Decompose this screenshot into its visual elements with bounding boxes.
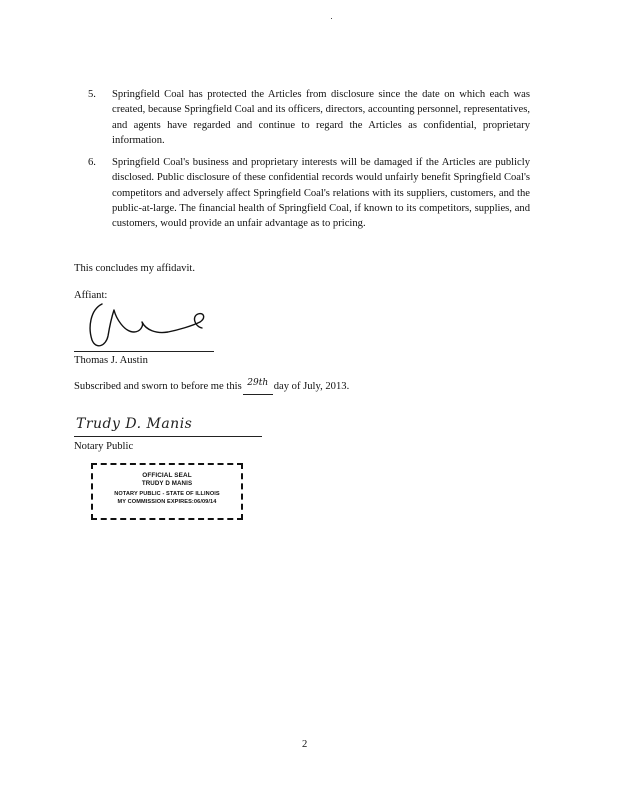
affiant-name: Thomas J. Austin — [74, 355, 148, 366]
paragraph-text: Springfield Coal has protected the Articles from disclosure since the date on which each was created, because Springfield Coal and its officers, directors, accounting personnel, representatives, and agents have regarded and continue to regard the Articles as confidential, proprietary information. — [112, 89, 530, 146]
affiant-signature — [82, 296, 214, 352]
paragraph-number: 6. — [88, 157, 96, 168]
paragraph-5 — [88, 87, 530, 148]
page-number: 2 — [302, 739, 308, 750]
seal-line-3: NOTARY PUBLIC - STATE OF ILLINOIS — [114, 491, 220, 497]
subscribed-line — [74, 380, 349, 395]
official-seal-stamp — [91, 463, 243, 520]
affidavit-conclusion: This concludes my affidavit. — [74, 263, 196, 274]
affiant-label: Affiant: — [74, 290, 108, 301]
seal-line-4: MY COMMISSION EXPIRES:06/09/14 — [117, 499, 217, 505]
seal-line-2: TRUDY D MANIS — [141, 480, 193, 487]
scan-speck — [331, 18, 332, 19]
paragraph-text: Springfield Coal's business and proprietary interests will be damaged if the Articles are publicly disclosed. Public disclosure of these confidential records would unfairly benefit Springfield Coal's competitors and adversely affect Springfield Coal's relations with its suppliers, customers, and the public-at-large. The financial health of Springfield Coal, if known to its competitors, supplies, and customers, would provide an unfair advantage as to pricing. — [112, 157, 530, 230]
notary-public-label: Notary Public — [74, 441, 134, 452]
subscribed-suffix: day of July, 2013. — [273, 381, 350, 392]
subscribed-day-blank — [243, 380, 273, 395]
subscribed-prefix: Subscribed and sworn to before me this — [74, 381, 242, 392]
seal-line-1: OFFICIAL SEAL — [142, 472, 192, 479]
affiant-signature-line — [74, 351, 214, 352]
notary-signature-line — [74, 436, 262, 437]
paragraph-6 — [88, 155, 530, 231]
subscribed-day: 29th — [247, 378, 269, 388]
notary-signature: Trudy D. Manis — [76, 416, 193, 432]
paragraph-number: 5. — [88, 89, 96, 100]
